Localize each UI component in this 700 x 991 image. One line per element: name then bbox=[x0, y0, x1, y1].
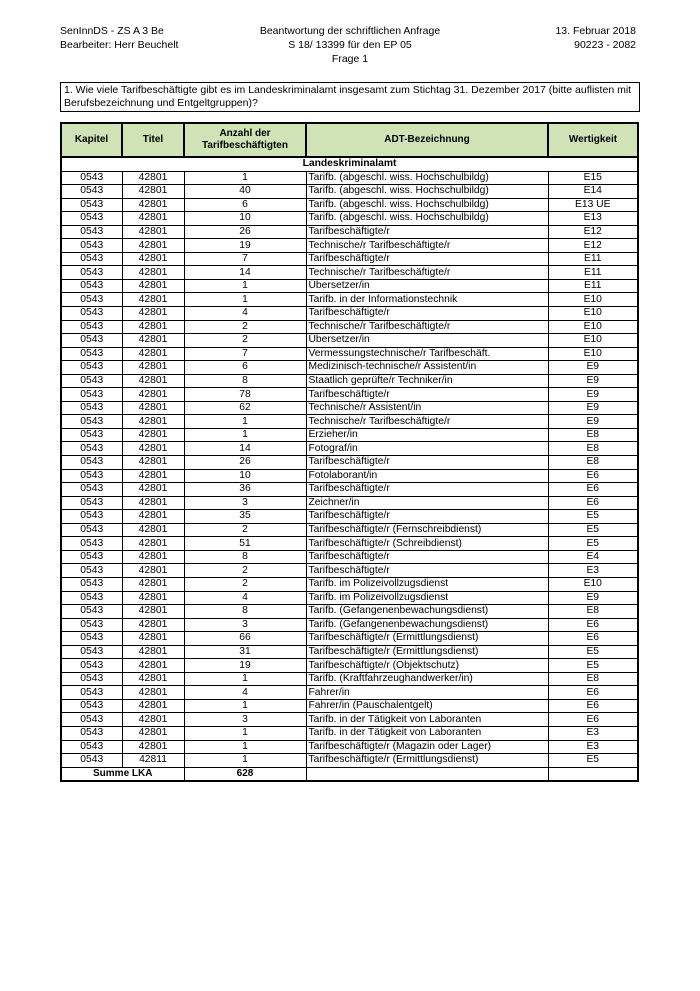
table-row bbox=[61, 550, 638, 564]
wertigkeit-cell: E11 bbox=[548, 279, 638, 293]
table-row bbox=[61, 334, 638, 348]
titel-cell: 42801 bbox=[122, 293, 184, 307]
wertigkeit-cell: E12 bbox=[548, 225, 638, 239]
kapitel-cell: 0543 bbox=[61, 577, 122, 591]
table-row bbox=[61, 645, 638, 659]
adt-bezeichnung-cell: Tarifbeschäftigte/r (Ermittlungsdienst) bbox=[306, 632, 548, 646]
wertigkeit-cell: E11 bbox=[548, 266, 638, 280]
anzahl-cell: 3 bbox=[184, 496, 306, 510]
titel-cell: 42801 bbox=[122, 428, 184, 442]
adt-bezeichnung-cell: Tarifbeschäftigte/r bbox=[306, 388, 548, 402]
kapitel-cell: 0543 bbox=[61, 198, 122, 212]
kapitel-cell: 0543 bbox=[61, 672, 122, 686]
table-row bbox=[61, 347, 638, 361]
anzahl-cell: 51 bbox=[184, 537, 306, 551]
adt-bezeichnung-cell: Zeichner/in bbox=[306, 496, 548, 510]
titel-cell: 42801 bbox=[122, 672, 184, 686]
adt-bezeichnung-cell: Tarifb. (abgeschl. wiss. Hochschulbildg) bbox=[306, 212, 548, 226]
anzahl-cell: 40 bbox=[184, 185, 306, 199]
table-row bbox=[61, 591, 638, 605]
anzahl-cell: 1 bbox=[184, 415, 306, 429]
anzahl-cell: 36 bbox=[184, 483, 306, 497]
kapitel-cell: 0543 bbox=[61, 361, 122, 375]
adt-bezeichnung-cell: Tarifbeschäftigte/r (Magazin oder Lager) bbox=[306, 740, 548, 754]
column-header-wertigkeit: Wertigkeit bbox=[548, 123, 638, 157]
titel-cell: 42801 bbox=[122, 618, 184, 632]
table-row bbox=[61, 740, 638, 754]
wertigkeit-cell: E10 bbox=[548, 577, 638, 591]
wertigkeit-cell: E5 bbox=[548, 659, 638, 673]
titel-cell: 42801 bbox=[122, 415, 184, 429]
table-row bbox=[61, 415, 638, 429]
table-row bbox=[61, 320, 638, 334]
anzahl-cell: 1 bbox=[184, 740, 306, 754]
wertigkeit-cell: E9 bbox=[548, 401, 638, 415]
kapitel-cell: 0543 bbox=[61, 307, 122, 321]
wertigkeit-cell: E5 bbox=[548, 645, 638, 659]
wertigkeit-cell: E5 bbox=[548, 523, 638, 537]
sum-row bbox=[61, 767, 638, 781]
wertigkeit-cell: E6 bbox=[548, 699, 638, 713]
anzahl-cell: 4 bbox=[184, 686, 306, 700]
anzahl-cell: 1 bbox=[184, 171, 306, 185]
column-header-anzahl: Anzahl der Tarifbeschäftigten bbox=[184, 123, 306, 157]
titel-cell: 42801 bbox=[122, 645, 184, 659]
kapitel-cell: 0543 bbox=[61, 483, 122, 497]
header-right bbox=[555, 24, 636, 52]
table-row bbox=[61, 279, 638, 293]
anzahl-cell: 2 bbox=[184, 523, 306, 537]
kapitel-cell: 0543 bbox=[61, 415, 122, 429]
adt-bezeichnung-cell: Technische/r Tarifbeschäftigte/r bbox=[306, 320, 548, 334]
titel-cell: 42801 bbox=[122, 225, 184, 239]
wertigkeit-cell: E6 bbox=[548, 496, 638, 510]
titel-cell: 42801 bbox=[122, 401, 184, 415]
adt-bezeichnung-cell: Tarifbeschäftigte/r bbox=[306, 225, 548, 239]
table-row bbox=[61, 726, 638, 740]
anzahl-cell: 31 bbox=[184, 645, 306, 659]
question-text: 1. Wie viele Tarifbeschäftigte gibt es im Landeskriminalamt insgesamt zum Stichtag 31. Dezember 2017 (bitte auflisten mit Berufsbezeichnung und Entgeltgruppen)? bbox=[60, 82, 640, 112]
adt-bezeichnung-cell: Tarifb. in der Tätigkeit von Laboranten bbox=[306, 713, 548, 727]
adt-bezeichnung-cell: Tarifbeschäftigte/r bbox=[306, 564, 548, 578]
anzahl-cell: 7 bbox=[184, 252, 306, 266]
kapitel-cell: 0543 bbox=[61, 442, 122, 456]
table-row bbox=[61, 618, 638, 632]
kapitel-cell: 0543 bbox=[61, 320, 122, 334]
adt-bezeichnung-cell: Technische/r Tarifbeschäftigte/r bbox=[306, 239, 548, 253]
anzahl-cell: 2 bbox=[184, 577, 306, 591]
adt-bezeichnung-cell: Fotolaborant/in bbox=[306, 469, 548, 483]
wertigkeit-cell: E8 bbox=[548, 428, 638, 442]
kapitel-cell: 0543 bbox=[61, 185, 122, 199]
anzahl-cell: 2 bbox=[184, 320, 306, 334]
anzahl-cell: 1 bbox=[184, 279, 306, 293]
adt-bezeichnung-cell: Tarifb. in der Informationstechnik bbox=[306, 293, 548, 307]
kapitel-cell: 0543 bbox=[61, 496, 122, 510]
adt-bezeichnung-cell: Tarifb. (abgeschl. wiss. Hochschulbildg) bbox=[306, 185, 548, 199]
sum-label: Summe LKA bbox=[61, 767, 184, 781]
employee-table bbox=[60, 122, 639, 782]
anzahl-cell: 1 bbox=[184, 428, 306, 442]
document-date: 13. Februar 2018 bbox=[555, 25, 636, 37]
kapitel-cell: 0543 bbox=[61, 279, 122, 293]
kapitel-cell: 0543 bbox=[61, 605, 122, 619]
kapitel-cell: 0543 bbox=[61, 537, 122, 551]
wertigkeit-cell: E14 bbox=[548, 185, 638, 199]
anzahl-cell: 62 bbox=[184, 401, 306, 415]
titel-cell: 42801 bbox=[122, 361, 184, 375]
kapitel-cell: 0543 bbox=[61, 374, 122, 388]
wertigkeit-cell: E6 bbox=[548, 483, 638, 497]
kapitel-cell: 0543 bbox=[61, 347, 122, 361]
table-row bbox=[61, 307, 638, 321]
table-row bbox=[61, 605, 638, 619]
editor-name: Bearbeiter: Herr Beuchelt bbox=[60, 39, 179, 51]
anzahl-cell: 1 bbox=[184, 672, 306, 686]
table-row bbox=[61, 428, 638, 442]
wertigkeit-cell: E6 bbox=[548, 632, 638, 646]
adt-bezeichnung-cell: Tarifb. (abgeschl. wiss. Hochschulbildg) bbox=[306, 171, 548, 185]
titel-cell: 42801 bbox=[122, 496, 184, 510]
section-row bbox=[61, 157, 638, 171]
kapitel-cell: 0543 bbox=[61, 510, 122, 524]
titel-cell: 42801 bbox=[122, 699, 184, 713]
wertigkeit-cell: E10 bbox=[548, 307, 638, 321]
adt-bezeichnung-cell: Staatlich geprüfte/r Techniker/in bbox=[306, 374, 548, 388]
kapitel-cell: 0543 bbox=[61, 618, 122, 632]
titel-cell: 42801 bbox=[122, 334, 184, 348]
sum-empty-cell bbox=[548, 767, 638, 781]
adt-bezeichnung-cell: Tarifbeschäftigte/r bbox=[306, 252, 548, 266]
table-row bbox=[61, 699, 638, 713]
anzahl-cell: 19 bbox=[184, 659, 306, 673]
table-row bbox=[61, 252, 638, 266]
table-row bbox=[61, 198, 638, 212]
kapitel-cell: 0543 bbox=[61, 523, 122, 537]
anzahl-cell: 1 bbox=[184, 754, 306, 768]
sum-value: 628 bbox=[184, 767, 306, 781]
titel-cell: 42801 bbox=[122, 198, 184, 212]
anzahl-cell: 1 bbox=[184, 293, 306, 307]
anzahl-cell: 14 bbox=[184, 266, 306, 280]
header-left bbox=[60, 24, 178, 52]
table-header-row bbox=[61, 123, 638, 157]
department-code: SenInnDS - ZS A 3 Be bbox=[60, 25, 164, 37]
titel-cell: 42801 bbox=[122, 726, 184, 740]
table-row bbox=[61, 442, 638, 456]
table-row bbox=[61, 632, 638, 646]
kapitel-cell: 0543 bbox=[61, 401, 122, 415]
adt-bezeichnung-cell: Fahrer/in (Pauschalentgelt) bbox=[306, 699, 548, 713]
wertigkeit-cell: E6 bbox=[548, 686, 638, 700]
document-title: Beantwortung der schriftlichen Anfrage bbox=[259, 25, 441, 37]
adt-bezeichnung-cell: Tarifbeschäftigte/r bbox=[306, 456, 548, 470]
anzahl-cell: 4 bbox=[184, 591, 306, 605]
wertigkeit-cell: E11 bbox=[548, 252, 638, 266]
section-title: Landeskriminalamt bbox=[61, 157, 638, 171]
table-row bbox=[61, 659, 638, 673]
anzahl-cell: 10 bbox=[184, 212, 306, 226]
wertigkeit-cell: E9 bbox=[548, 415, 638, 429]
table-row bbox=[61, 456, 638, 470]
adt-bezeichnung-cell: Tarifbeschäftigte/r (Ermittlungsdienst) bbox=[306, 754, 548, 768]
adt-bezeichnung-cell: Tarifb. im Polizeivollzugsdienst bbox=[306, 591, 548, 605]
kapitel-cell: 0543 bbox=[61, 632, 122, 646]
table-row bbox=[61, 266, 638, 280]
adt-bezeichnung-cell: Tarifb. in der Tätigkeit von Laboranten bbox=[306, 726, 548, 740]
anzahl-cell: 2 bbox=[184, 334, 306, 348]
column-header-adt-bezeichnung: ADT-Bezeichnung bbox=[306, 123, 548, 157]
table-row bbox=[61, 537, 638, 551]
table-row bbox=[61, 225, 638, 239]
kapitel-cell: 0543 bbox=[61, 591, 122, 605]
kapitel-cell: 0543 bbox=[61, 645, 122, 659]
table-row bbox=[61, 754, 638, 768]
wertigkeit-cell: E12 bbox=[548, 239, 638, 253]
wertigkeit-cell: E6 bbox=[548, 469, 638, 483]
wertigkeit-cell: E5 bbox=[548, 510, 638, 524]
wertigkeit-cell: E6 bbox=[548, 618, 638, 632]
wertigkeit-cell: E8 bbox=[548, 456, 638, 470]
titel-cell: 42801 bbox=[122, 279, 184, 293]
column-header-kapitel: Kapitel bbox=[61, 123, 122, 157]
adt-bezeichnung-cell: Vermessungstechnische/r Tarifbeschäft. bbox=[306, 347, 548, 361]
titel-cell: 42801 bbox=[122, 212, 184, 226]
kapitel-cell: 0543 bbox=[61, 740, 122, 754]
titel-cell: 42801 bbox=[122, 686, 184, 700]
titel-cell: 42801 bbox=[122, 632, 184, 646]
adt-bezeichnung-cell: Tarifbeschäftigte/r bbox=[306, 510, 548, 524]
wertigkeit-cell: E5 bbox=[548, 537, 638, 551]
titel-cell: 42801 bbox=[122, 307, 184, 321]
table-row bbox=[61, 483, 638, 497]
anzahl-cell: 19 bbox=[184, 239, 306, 253]
adt-bezeichnung-cell: Fahrer/in bbox=[306, 686, 548, 700]
titel-cell: 42801 bbox=[122, 185, 184, 199]
kapitel-cell: 0543 bbox=[61, 564, 122, 578]
wertigkeit-cell: E6 bbox=[548, 713, 638, 727]
titel-cell: 42801 bbox=[122, 550, 184, 564]
wertigkeit-cell: E3 bbox=[548, 564, 638, 578]
question-number: Frage 1 bbox=[331, 53, 369, 65]
kapitel-cell: 0543 bbox=[61, 428, 122, 442]
wertigkeit-cell: E9 bbox=[548, 374, 638, 388]
titel-cell: 42801 bbox=[122, 564, 184, 578]
kapitel-cell: 0543 bbox=[61, 550, 122, 564]
table-row bbox=[61, 672, 638, 686]
table-row bbox=[61, 496, 638, 510]
titel-cell: 42801 bbox=[122, 523, 184, 537]
adt-bezeichnung-cell: Tarifb. (abgeschl. wiss. Hochschulbildg) bbox=[306, 198, 548, 212]
kapitel-cell: 0543 bbox=[61, 293, 122, 307]
titel-cell: 42801 bbox=[122, 591, 184, 605]
kapitel-cell: 0543 bbox=[61, 171, 122, 185]
table-row bbox=[61, 523, 638, 537]
header-center bbox=[190, 24, 510, 66]
anzahl-cell: 78 bbox=[184, 388, 306, 402]
kapitel-cell: 0543 bbox=[61, 699, 122, 713]
table-row bbox=[61, 374, 638, 388]
anzahl-cell: 66 bbox=[184, 632, 306, 646]
adt-bezeichnung-cell: Technische/r Tarifbeschäftigte/r bbox=[306, 266, 548, 280]
wertigkeit-cell: E15 bbox=[548, 171, 638, 185]
kapitel-cell: 0543 bbox=[61, 686, 122, 700]
wertigkeit-cell: E13 UE bbox=[548, 198, 638, 212]
kapitel-cell: 0543 bbox=[61, 456, 122, 470]
titel-cell: 42801 bbox=[122, 469, 184, 483]
adt-bezeichnung-cell: Erzieher/in bbox=[306, 428, 548, 442]
titel-cell: 42811 bbox=[122, 754, 184, 768]
titel-cell: 42801 bbox=[122, 388, 184, 402]
adt-bezeichnung-cell: Tarifbeschäftigte/r bbox=[306, 550, 548, 564]
anzahl-cell: 8 bbox=[184, 605, 306, 619]
titel-cell: 42801 bbox=[122, 456, 184, 470]
anzahl-cell: 26 bbox=[184, 456, 306, 470]
table-row bbox=[61, 239, 638, 253]
anzahl-cell: 6 bbox=[184, 198, 306, 212]
anzahl-cell: 3 bbox=[184, 618, 306, 632]
adt-bezeichnung-cell: Tarifbeschäftigte/r bbox=[306, 483, 548, 497]
table-row bbox=[61, 577, 638, 591]
table-row bbox=[61, 401, 638, 415]
wertigkeit-cell: E9 bbox=[548, 361, 638, 375]
anzahl-cell: 8 bbox=[184, 374, 306, 388]
adt-bezeichnung-cell: Tarifbeschäftigte/r (Fernschreibdienst) bbox=[306, 523, 548, 537]
table-row bbox=[61, 171, 638, 185]
table-row bbox=[61, 510, 638, 524]
wertigkeit-cell: E10 bbox=[548, 293, 638, 307]
kapitel-cell: 0543 bbox=[61, 754, 122, 768]
wertigkeit-cell: E8 bbox=[548, 672, 638, 686]
anzahl-cell: 14 bbox=[184, 442, 306, 456]
anzahl-cell: 1 bbox=[184, 726, 306, 740]
titel-cell: 42801 bbox=[122, 659, 184, 673]
titel-cell: 42801 bbox=[122, 320, 184, 334]
wertigkeit-cell: E8 bbox=[548, 605, 638, 619]
anzahl-cell: 7 bbox=[184, 347, 306, 361]
titel-cell: 42801 bbox=[122, 537, 184, 551]
titel-cell: 42801 bbox=[122, 171, 184, 185]
table-row bbox=[61, 293, 638, 307]
table-row bbox=[61, 686, 638, 700]
phone-number: 90223 - 2082 bbox=[574, 39, 636, 51]
kapitel-cell: 0543 bbox=[61, 469, 122, 483]
inquiry-reference: S 18/ 13399 für den EP 05 bbox=[288, 39, 412, 51]
wertigkeit-cell: E13 bbox=[548, 212, 638, 226]
table-row bbox=[61, 185, 638, 199]
adt-bezeichnung-cell: Übersetzer/in bbox=[306, 279, 548, 293]
kapitel-cell: 0543 bbox=[61, 659, 122, 673]
titel-cell: 42801 bbox=[122, 740, 184, 754]
table-row bbox=[61, 564, 638, 578]
titel-cell: 42801 bbox=[122, 605, 184, 619]
titel-cell: 42801 bbox=[122, 374, 184, 388]
adt-bezeichnung-cell: Übersetzer/in bbox=[306, 334, 548, 348]
table-row bbox=[61, 469, 638, 483]
anzahl-cell: 35 bbox=[184, 510, 306, 524]
titel-cell: 42801 bbox=[122, 252, 184, 266]
kapitel-cell: 0543 bbox=[61, 726, 122, 740]
titel-cell: 42801 bbox=[122, 510, 184, 524]
anzahl-cell: 8 bbox=[184, 550, 306, 564]
anzahl-cell: 2 bbox=[184, 564, 306, 578]
table-row bbox=[61, 212, 638, 226]
titel-cell: 42801 bbox=[122, 266, 184, 280]
column-header-titel: Titel bbox=[122, 123, 184, 157]
wertigkeit-cell: E9 bbox=[548, 388, 638, 402]
kapitel-cell: 0543 bbox=[61, 225, 122, 239]
adt-bezeichnung-cell: Tarifb. (Kraftfahrzeughandwerker/in) bbox=[306, 672, 548, 686]
titel-cell: 42801 bbox=[122, 713, 184, 727]
anzahl-cell: 26 bbox=[184, 225, 306, 239]
kapitel-cell: 0543 bbox=[61, 334, 122, 348]
wertigkeit-cell: E9 bbox=[548, 591, 638, 605]
table-body bbox=[61, 157, 638, 781]
sum-empty-cell bbox=[306, 767, 548, 781]
titel-cell: 42801 bbox=[122, 239, 184, 253]
adt-bezeichnung-cell: Fotograf/in bbox=[306, 442, 548, 456]
anzahl-cell: 1 bbox=[184, 699, 306, 713]
kapitel-cell: 0543 bbox=[61, 212, 122, 226]
kapitel-cell: 0543 bbox=[61, 713, 122, 727]
adt-bezeichnung-cell: Tarifbeschäftigte/r (Objektschutz) bbox=[306, 659, 548, 673]
wertigkeit-cell: E10 bbox=[548, 334, 638, 348]
titel-cell: 42801 bbox=[122, 577, 184, 591]
anzahl-cell: 6 bbox=[184, 361, 306, 375]
wertigkeit-cell: E4 bbox=[548, 550, 638, 564]
table-row bbox=[61, 361, 638, 375]
adt-bezeichnung-cell: Technische/r Assistent/in bbox=[306, 401, 548, 415]
anzahl-cell: 4 bbox=[184, 307, 306, 321]
adt-bezeichnung-cell: Technische/r Tarifbeschäftigte/r bbox=[306, 415, 548, 429]
wertigkeit-cell: E3 bbox=[548, 726, 638, 740]
wertigkeit-cell: E8 bbox=[548, 442, 638, 456]
wertigkeit-cell: E5 bbox=[548, 754, 638, 768]
table-row bbox=[61, 388, 638, 402]
adt-bezeichnung-cell: Tarifbeschäftigte/r (Schreibdienst) bbox=[306, 537, 548, 551]
table-row bbox=[61, 713, 638, 727]
kapitel-cell: 0543 bbox=[61, 239, 122, 253]
wertigkeit-cell: E3 bbox=[548, 740, 638, 754]
anzahl-cell: 3 bbox=[184, 713, 306, 727]
kapitel-cell: 0543 bbox=[61, 252, 122, 266]
wertigkeit-cell: E10 bbox=[548, 320, 638, 334]
adt-bezeichnung-cell: Tarifb. im Polizeivollzugsdienst bbox=[306, 577, 548, 591]
anzahl-cell: 10 bbox=[184, 469, 306, 483]
adt-bezeichnung-cell: Tarifb. (Gefangenenbewachungsdienst) bbox=[306, 605, 548, 619]
adt-bezeichnung-cell: Tarifbeschäftigte/r bbox=[306, 307, 548, 321]
kapitel-cell: 0543 bbox=[61, 388, 122, 402]
titel-cell: 42801 bbox=[122, 347, 184, 361]
titel-cell: 42801 bbox=[122, 442, 184, 456]
titel-cell: 42801 bbox=[122, 483, 184, 497]
wertigkeit-cell: E10 bbox=[548, 347, 638, 361]
adt-bezeichnung-cell: Medizinisch-technische/r Assistent/in bbox=[306, 361, 548, 375]
kapitel-cell: 0543 bbox=[61, 266, 122, 280]
adt-bezeichnung-cell: Tarifbeschäftigte/r (Ermittlungsdienst) bbox=[306, 645, 548, 659]
adt-bezeichnung-cell: Tarifb. (Gefangenenbewachungsdienst) bbox=[306, 618, 548, 632]
